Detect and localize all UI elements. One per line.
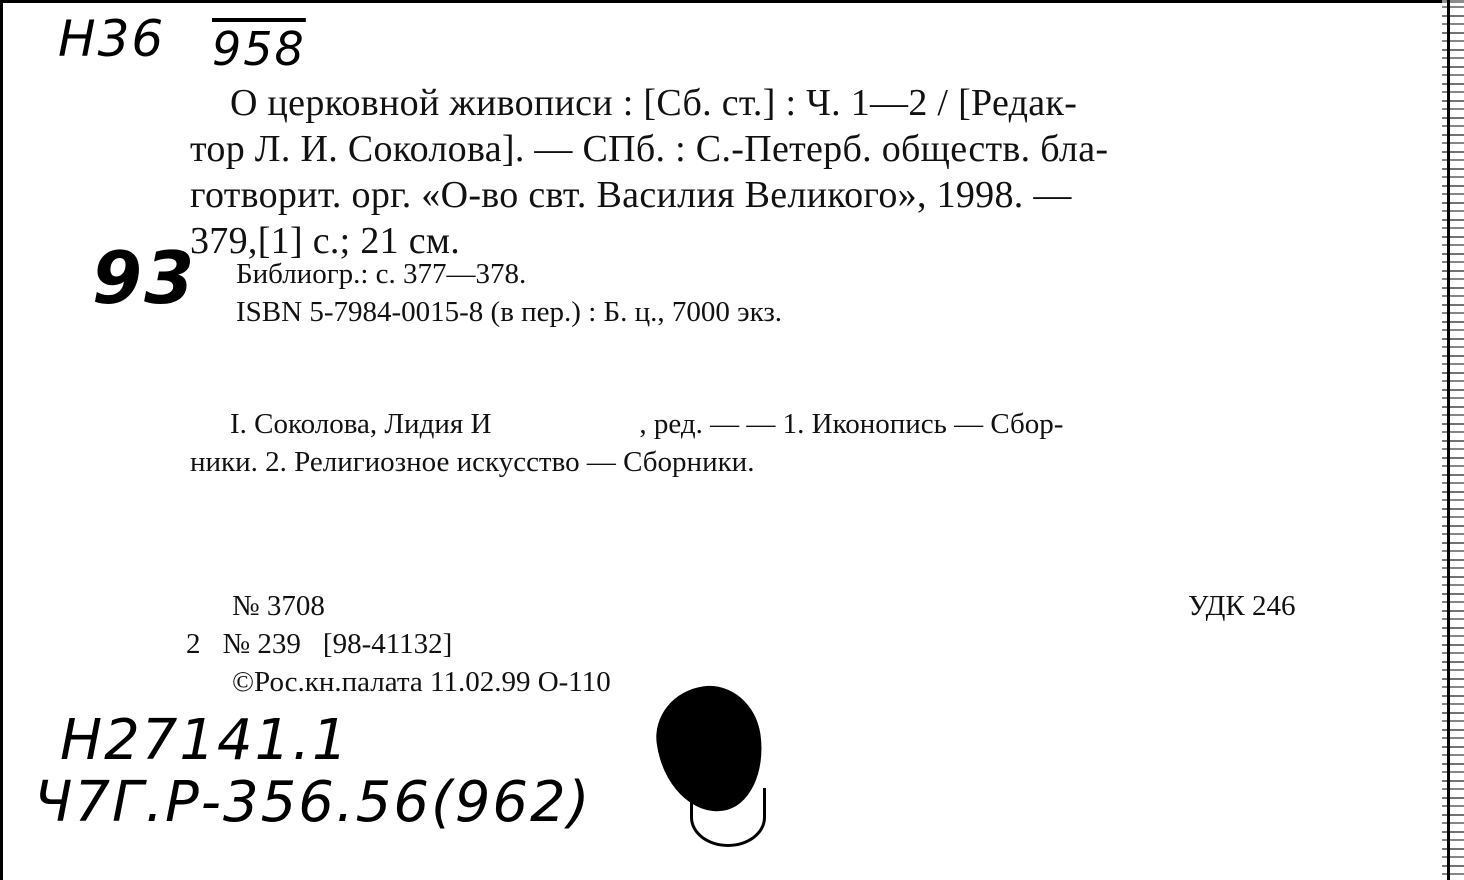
isbn-line: ISBN 5-7984-0015-8 (в пер.) : Б. ц., 7000 экз. bbox=[236, 296, 783, 328]
card-punch-hole bbox=[690, 788, 766, 847]
card-right-edge bbox=[1442, 0, 1464, 880]
record-number-2 bbox=[186, 626, 452, 662]
subject-line-1-start: I. Соколова, Лидия И bbox=[230, 408, 492, 440]
card-left-edge bbox=[0, 0, 3, 880]
handwritten-mark: 93 bbox=[92, 236, 197, 320]
book-chamber-stamp: ©Рос.кн.палата 11.02.99 О-110 bbox=[232, 666, 611, 698]
card-right-border bbox=[1447, 0, 1450, 880]
handwritten-call-number: Н36 bbox=[58, 10, 166, 68]
handwritten-inventory-number: Н27141.1 bbox=[60, 708, 350, 773]
subject-line-2: ники. 2. Религиозное искусство — Сборники. bbox=[190, 446, 755, 478]
subject-line-1 bbox=[230, 406, 1063, 442]
record-number-2-value: № 239 bbox=[222, 628, 301, 660]
record-number-1: № 3708 bbox=[232, 590, 325, 622]
subject-line-1-end: , ред. — — 1. Иконопись — Сбор- bbox=[639, 408, 1064, 440]
entry-line-4: 379,[1] с.; 21 см. bbox=[190, 220, 461, 262]
entry-line-2: тор Л. И. Соколова]. — СПб. : С.-Петерб. обществ. бла- bbox=[190, 128, 1109, 170]
handwritten-card-number: 958 bbox=[212, 22, 306, 76]
entry-line-3: готворит. орг. «О-во свт. Василия Великого», 1998. — bbox=[190, 174, 1072, 216]
udk-classification: УДК 246 bbox=[1188, 590, 1296, 622]
card-top-edge bbox=[0, 0, 1464, 3]
record-number-2-prefix: 2 bbox=[186, 628, 201, 660]
bibliography-note: Библиогр.: с. 377—378. bbox=[236, 258, 527, 290]
handwritten-shelf-mark: Ч7Г.Р-356.56(962) bbox=[34, 770, 592, 835]
record-number-2-code: [98-41132] bbox=[322, 628, 453, 660]
entry-line-1: О церковной живописи : [Сб. ст.] : Ч. 1—2 / [Редак- bbox=[230, 82, 1078, 124]
